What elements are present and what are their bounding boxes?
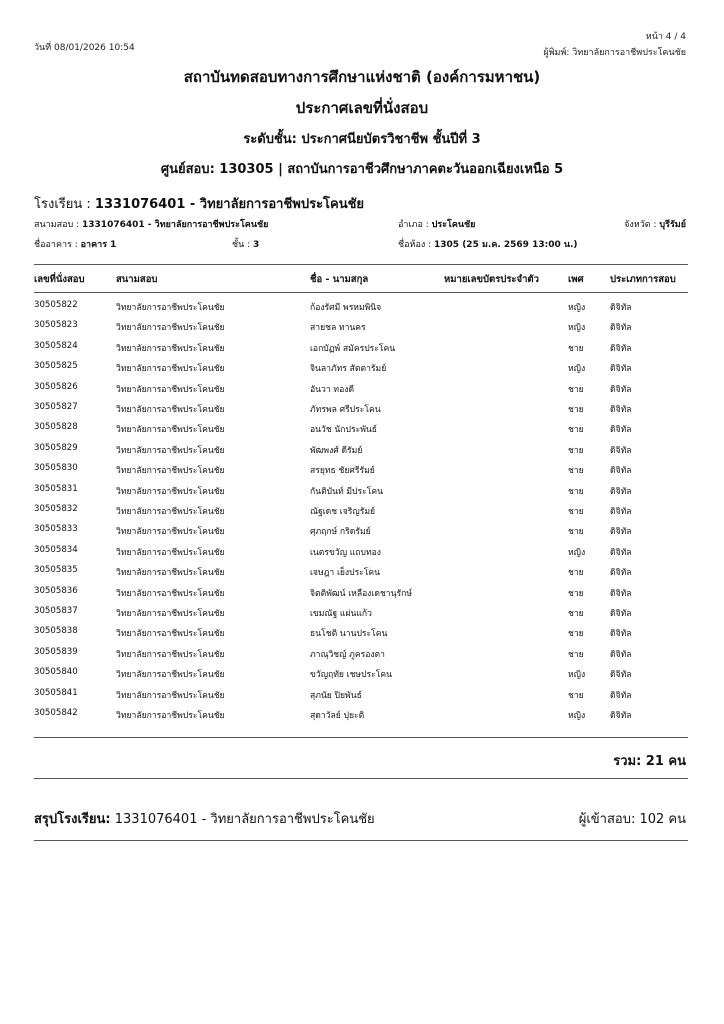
district-value: ประโคนชัย [431,220,476,230]
type-cell: ดิจิทัล [610,507,632,517]
name-cell: ธนโชติ นานประโคน [310,629,388,640]
venue-cell: วิทยาลัยการอาชีพประโคนชัย [116,588,225,599]
type-cell: ดิจิทัล [610,588,632,599]
seat-number: 30505823 [34,320,78,331]
printer-label: ผู้พิมพ์: วิทยาลัยการอาชีพประโคนชัย [543,48,686,58]
seat-number: 30505841 [34,687,78,698]
sex-cell: ชาย [568,343,584,354]
announce-title: ประกาศเลขที่นั่งสอบ [295,99,429,117]
venue-cell: วิทยาลัยการอาชีพประโคนชัย [116,364,225,375]
name-cell: ศุภฤกษ์ กริดรัมย์ [310,527,371,538]
name-cell: เจษฎา เย็งประโคน [310,568,381,579]
building-info [34,237,116,251]
type-cell: ดิจิทัล [610,527,632,538]
venue-cell: วิทยาลัยการอาชีพประโคนชัย [116,466,225,477]
table-row [0,439,724,459]
table-header-rule [34,292,688,293]
sex-cell: ชาย [568,609,584,619]
table-row [0,418,724,438]
examinee-count: ผู้เข้าสอบ: 102 คน [578,812,686,827]
type-cell: ดิจิทัล [610,405,632,415]
name-cell: ขวัญฤทัย เชษประโคน [310,670,393,681]
seat-number: 30505837 [34,606,78,616]
table-row [0,541,724,561]
sex-cell: ชาย [568,588,584,599]
table-row [0,316,724,336]
type-cell: ดิจิทัล [610,609,632,619]
seat-number: 30505829 [34,442,78,453]
seat-number: 30505842 [34,708,78,718]
floor-value: 3 [253,240,260,250]
table-row [0,684,724,704]
type-cell: ดิจิทัล [610,486,632,497]
type-cell: ดิจิทัล [610,445,632,456]
school-summary [34,808,375,829]
center-line: ศูนย์สอบ: 130305 | สถาบันการอาชีวศึกษาภาคตะวันออกเฉียงเหนือ 5 [160,162,564,177]
sex-cell: หญิง [568,303,586,313]
summary-top-rule [34,778,688,779]
venue-cell: วิทยาลัยการอาชีพประโคนชัย [116,527,225,538]
room-value: 1305 (25 ม.ค. 2569 13:00 น.) [434,240,578,250]
seat-number: 30505836 [34,585,78,596]
venue-cell: วิทยาลัยการอาชีพประโคนชัย [116,711,225,721]
table-row [0,602,724,622]
venue-cell: วิทยาลัยการอาชีพประโคนชัย [116,547,225,558]
seat-number: 30505826 [34,381,78,392]
page-number: หน้า 4 / 4 [645,32,686,42]
venue-cell: วิทยาลัยการอาชีพประโคนชัย [116,507,225,517]
col-idcard-header: หมายเลขบัตรประจำตัว [444,274,539,285]
level-line: ระดับชั้น: ประกาศนียบัตรวิชาชีพ ชั้นปีที่ 3 [243,132,481,147]
school-label: โรงเรียน : [34,197,91,212]
venue-cell: วิทยาลัยการอาชีพประโคนชัย [116,445,225,456]
room-info [398,237,578,251]
col-venue-header: สนามสอบ [116,274,158,285]
venue-cell: วิทยาลัยการอาชีพประโคนชัย [116,568,225,579]
sex-cell: หญิง [568,711,586,721]
venue-info [34,217,268,231]
type-cell: ดิจิทัล [610,690,632,701]
venue-cell: วิทยาลัยการอาชีพประโคนชัย [116,384,225,395]
table-top-rule [34,264,688,265]
seat-number: 30505832 [34,504,78,514]
col-type-header: ประเภทการสอบ [610,274,676,285]
table-row [0,500,724,520]
venue-cell: วิทยาลัยการอาชีพประโคนชัย [116,629,225,640]
type-cell: ดิจิทัล [610,384,632,395]
sex-cell: ชาย [568,629,584,640]
type-cell: ดิจิทัล [610,323,632,334]
seat-number: 30505824 [34,340,78,351]
sex-cell: ชาย [568,466,584,477]
name-cell: สายชล ทานคร [310,323,366,334]
name-cell: เนตรขวัญ แถบทอง [310,547,381,558]
table-row [0,357,724,377]
table-row [0,378,724,398]
summary-value: 1331076401 - วิทยาลัยการอาชีพประโคนชัย [114,812,375,827]
sex-cell: ชาย [568,527,584,538]
floor-label: ชั้น : [232,240,251,250]
sex-cell: ชาย [568,384,584,395]
col-sex-header: เพศ [568,274,584,285]
table-row [0,480,724,500]
province-value: บุรีรัมย์ [659,220,686,230]
venue-cell: วิทยาลัยการอาชีพประโคนชัย [116,425,225,436]
seat-number: 30505825 [34,361,78,372]
school-value: 1331076401 - วิทยาลัยการอาชีพประโคนชัย [94,197,365,212]
name-cell: ภัทรพล ศรีประโคน [310,405,381,415]
sex-cell: ชาย [568,425,584,436]
sex-cell: ชาย [568,507,584,517]
venue-cell: วิทยาลัยการอาชีพประโคนชัย [116,343,225,354]
type-cell: ดิจิทัล [610,466,632,477]
name-cell: ณัฐเดช เจริญรัมย์ [310,507,376,517]
room-label: ชื่อห้อง : [398,240,432,250]
venue-cell: วิทยาลัยการอาชีพประโคนชัย [116,609,225,619]
district-info [398,217,475,231]
venue-cell: วิทยาลัยการอาชีพประโคนชัย [116,405,225,415]
org-title: สถาบันทดสอบทางการศึกษาแห่งชาติ (องค์การมหาชน) [183,68,541,86]
district-label: อำเภอ : [398,220,429,230]
sex-cell: ชาย [568,649,584,660]
seat-number: 30505822 [34,300,78,310]
name-cell: สุดาวัลย์ ปุยะติ [310,711,365,721]
name-cell: อันวา ทองดี [310,384,355,395]
table-row [0,296,724,316]
sex-cell: ชาย [568,690,584,701]
seat-number: 30505828 [34,422,78,433]
table-row [0,520,724,540]
name-cell: อนวัช นักประพันธ์ [310,425,377,436]
building-value: อาคาร 1 [80,240,117,250]
summary-label: สรุปโรงเรียน: [34,812,111,827]
table-row [0,459,724,479]
col-name-header: ชื่อ - นามสกุล [310,274,369,285]
sex-cell: หญิง [568,670,586,681]
type-cell: ดิจิทัล [610,649,632,660]
type-cell: ดิจิทัล [610,670,632,681]
name-cell: สุภนัย ปิยพันธ์ [310,690,362,701]
province-info [624,217,686,231]
sex-cell: หญิง [568,547,586,558]
venue-cell: วิทยาลัยการอาชีพประโคนชัย [116,690,225,701]
seat-number: 30505835 [34,565,78,576]
table-row [0,398,724,418]
type-cell: ดิจิทัล [610,343,632,354]
table-row [0,663,724,683]
floor-info [232,237,259,251]
type-cell: ดิจิทัล [610,629,632,640]
type-cell: ดิจิทัล [610,568,632,579]
print-date: วันที่ 08/01/2026 10:54 [34,43,135,53]
sex-cell: ชาย [568,568,584,579]
table-row [0,622,724,642]
name-cell: พัฒพงศ์ ดีรัมย์ [310,445,363,456]
venue-cell: วิทยาลัยการอาชีพประโคนชัย [116,323,225,334]
col-seat-header: เลขที่นั่งสอบ [34,274,85,285]
sex-cell: ชาย [568,405,584,415]
summary-bottom-rule [34,840,688,841]
venue-cell: วิทยาลัยการอาชีพประโคนชัย [116,486,225,497]
table-row [0,561,724,581]
name-cell: จิตติพัฒน์ เหลืองเดชานุรักษ์ [310,588,412,599]
type-cell: ดิจิทัล [610,364,632,375]
venue-cell: วิทยาลัยการอาชีพประโคนชัย [116,649,225,660]
name-cell: จินลาภัทร สัตตารัมย์ [310,364,387,375]
type-cell: ดิจิทัล [610,425,632,436]
table-row [0,643,724,663]
table-row [0,337,724,357]
venue-cell: วิทยาลัยการอาชีพประโคนชัย [116,670,225,681]
seat-number: 30505834 [34,544,78,555]
seat-number: 30505840 [34,667,78,678]
sex-cell: ชาย [568,445,584,456]
type-cell: ดิจิทัล [610,547,632,558]
building-label: ชื่ออาคาร : [34,240,78,250]
type-cell: ดิจิทัล [610,711,632,721]
venue-label: สนามสอบ : [34,220,80,230]
name-cell: ก้องรัศมี พรหมพินิจ [310,303,382,313]
name-cell: สรยุทธ ชัยศรีรัมย์ [310,466,375,477]
sex-cell: หญิง [568,323,586,334]
name-cell: ภาณุวิชญ์ ภูครองตา [310,649,385,660]
name-cell: เขมณัฐ แผ่นแก้ว [310,609,372,619]
seat-number: 30505831 [34,483,78,494]
table-row [0,582,724,602]
seat-number: 30505838 [34,626,78,637]
sex-cell: หญิง [568,364,586,375]
name-cell: เอกบัฏพ์ สมัครประโคน [310,343,396,354]
total-count: รวม: 21 คน [613,754,686,769]
name-cell: กันติบันท์ มีประโคน [310,486,383,497]
seat-number: 30505827 [34,402,78,412]
table-bottom-rule [34,737,688,738]
type-cell: ดิจิทัล [610,303,632,313]
province-label: จังหวัด : [624,220,657,230]
table-row [0,704,724,724]
seat-number: 30505833 [34,524,78,535]
venue-value: 1331076401 - วิทยาลัยการอาชีพประโคนชัย [82,220,269,230]
venue-cell: วิทยาลัยการอาชีพประโคนชัย [116,303,225,313]
seat-number: 30505830 [34,463,78,474]
school-line [34,193,364,214]
sex-cell: ชาย [568,486,584,497]
seat-number: 30505839 [34,646,78,657]
